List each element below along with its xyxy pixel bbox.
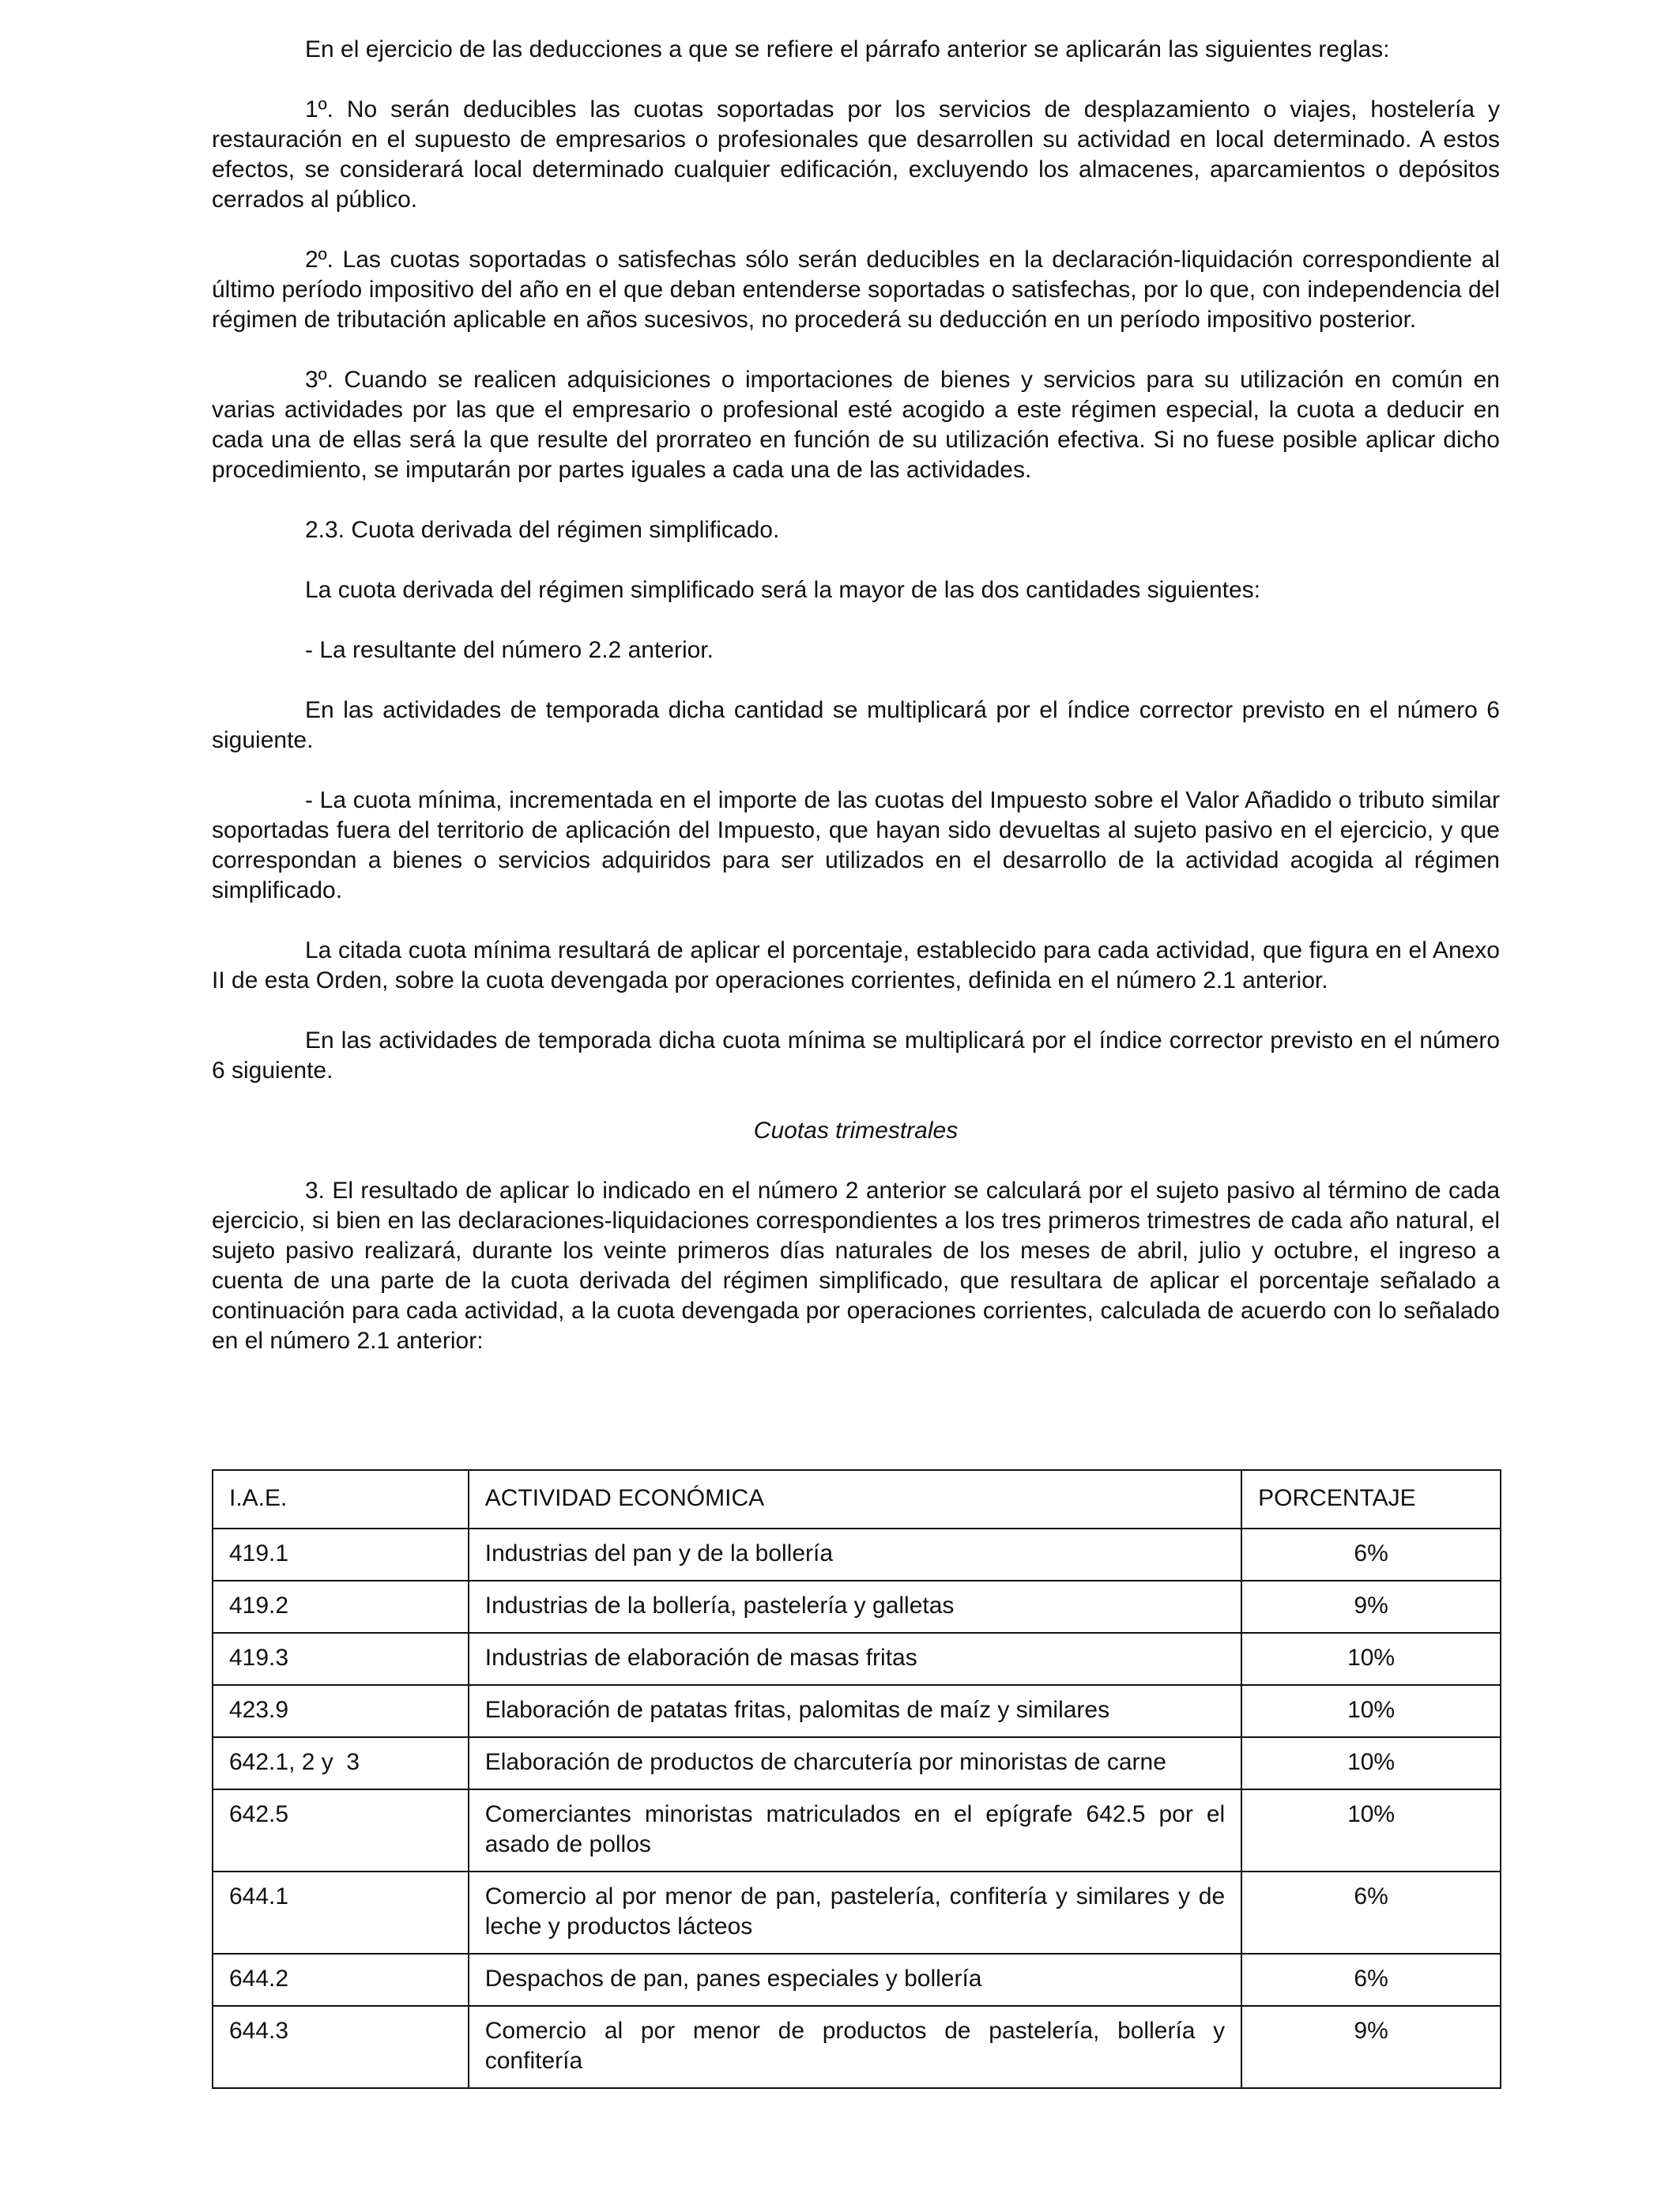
cell-iae: 419.2 — [213, 1581, 469, 1633]
cell-actividad: Industrias de la bollería, pastelería y galletas — [469, 1581, 1241, 1633]
cell-iae: 419.3 — [213, 1633, 469, 1685]
cell-porcentaje: 9% — [1241, 1581, 1501, 1633]
paragraph-temporada-cantidad: En las actividades de temporada dicha cantidad se multiplicará por el índice corrector previsto en el número 6 siguiente. — [212, 697, 1500, 753]
paragraph-resultante: - La resultante del número 2.2 anterior. — [305, 637, 714, 663]
heading-cuotas-trimestrales: Cuotas trimestrales — [753, 1118, 959, 1144]
table-header-row — [213, 1470, 1501, 1529]
iae-percentage-table — [212, 1469, 1501, 2089]
cell-iae: 419.1 — [213, 1529, 469, 1581]
cell-porcentaje: 10% — [1241, 1737, 1501, 1789]
cell-iae: 423.9 — [213, 1685, 469, 1737]
cell-actividad: Industrias del pan y de la bollería — [469, 1529, 1241, 1581]
cell-iae: 644.2 — [213, 1954, 469, 2006]
paragraph-cuota-minima-porcentaje: La citada cuota mínima resultará de aplicar el porcentaje, establecido para cada actividad, que figura en el Anexo II de esta Orden, sobre la cuota devengada por operaciones corrientes, definida en el número 2.1 anterior. — [212, 937, 1500, 993]
cell-porcentaje: 10% — [1241, 1633, 1501, 1685]
header-iae: I.A.E. — [213, 1470, 469, 1529]
cell-actividad: Comercio al por menor de pan, pastelería, confitería y similares y de leche y productos lácteos — [469, 1872, 1241, 1954]
table-row — [213, 1633, 1501, 1685]
paragraph-rule-1: 1º. No serán deducibles las cuotas soportadas por los servicios de desplazamiento o viajes, hostelería y restauración en el supuesto de empresarios o profesionales que desarrollen su actividad en local determinado. A estos efectos, se considerará local determinado cualquier edificación, excluyendo los almacenes, aparcamientos o depósitos cerrados al público. — [212, 96, 1500, 213]
cell-actividad: Industrias de elaboración de masas fritas — [469, 1633, 1241, 1685]
header-porcentaje: PORCENTAJE — [1241, 1470, 1501, 1529]
cell-porcentaje: 6% — [1241, 1529, 1501, 1581]
cell-porcentaje: 9% — [1241, 2006, 1501, 2088]
cell-iae: 644.1 — [213, 1872, 469, 1954]
cell-actividad: Elaboración de patatas fritas, palomitas de maíz y similares — [469, 1685, 1241, 1737]
cell-porcentaje: 10% — [1241, 1685, 1501, 1737]
paragraph-cuota-derivada: La cuota derivada del régimen simplificado será la mayor de las dos cantidades siguientes: — [305, 577, 1261, 603]
table-row — [213, 2006, 1501, 2088]
table-row — [213, 1789, 1501, 1872]
document-page — [212, 35, 1500, 1356]
paragraph-temporada-cuota-minima: En las actividades de temporada dicha cuota mínima se multiplicará por el índice corrector previsto en el número 6 siguiente. — [212, 1027, 1500, 1084]
table-row — [213, 1581, 1501, 1633]
cell-iae: 642.1, 2 y 3 — [213, 1737, 469, 1789]
paragraph-rule-2: 2º. Las cuotas soportadas o satisfechas sólo serán deducibles en la declaración-liquidación correspondiente al último período impositivo del año en el que deban entenderse soportadas o satisfechas, por lo que, con independencia del régimen de tributación aplicable en años sucesivos, no procederá su deducción en un período impositivo posterior. — [212, 247, 1500, 333]
cell-actividad: Elaboración de productos de charcutería por minoristas de carne — [469, 1737, 1241, 1789]
cell-porcentaje: 6% — [1241, 1954, 1501, 2006]
table-row — [213, 1737, 1501, 1789]
cell-porcentaje: 6% — [1241, 1872, 1501, 1954]
table-row — [213, 1872, 1501, 1954]
paragraph-cuota-minima: - La cuota mínima, incrementada en el importe de las cuotas del Impuesto sobre el Valor Añadido o tributo similar soportadas fuera del territorio de aplicación del Impuesto, que hayan sido devueltas al sujeto pasivo en el ejercicio, y que correspondan a bienes o servicios adquiridos para ser utilizados en el desarrollo de la actividad acogida al régimen simplificado. — [212, 787, 1500, 903]
section-heading-2-3: 2.3. Cuota derivada del régimen simplificado. — [305, 517, 780, 543]
table-row — [213, 1529, 1501, 1581]
paragraph-cuotas-trimestrales: 3. El resultado de aplicar lo indicado en el número 2 anterior se calculará por el sujeto pasivo al término de cada ejercicio, si bien en las declaraciones-liquidaciones correspondientes a los tres primeros trimestres de cada año natural, el sujeto pasivo realizará, durante los veinte primeros días naturales de los meses de abril, julio y octubre, el ingreso a cuenta de una parte de la cuota derivada del régimen simplificado, que resultara de aplicar el porcentaje señalado a continuación para cada actividad, a la cuota devengada por operaciones corrientes, calculada de acuerdo con lo señalado en el número 2.1 anterior: — [212, 1178, 1500, 1354]
paragraph-rule-3: 3º. Cuando se realicen adquisiciones o importaciones de bienes y servicios para su utilización en común en varias actividades por las que el empresario o profesional esté acogido a este régimen especial, la cuota a deducir en cada una de ellas será la que resulte del prorrateo en función de su utilización efectiva. Si no fuese posible aplicar dicho procedimiento, se imputarán por partes iguales a cada una de las actividades. — [212, 367, 1500, 483]
cell-porcentaje: 10% — [1241, 1789, 1501, 1872]
cell-iae: 642.5 — [213, 1789, 469, 1872]
table-row — [213, 1954, 1501, 2006]
cell-actividad: Comerciantes minoristas matriculados en el epígrafe 642.5 por el asado de pollos — [469, 1789, 1241, 1872]
table-row — [213, 1685, 1501, 1737]
paragraph-rules-intro: En el ejercicio de las deducciones a que se refiere el párrafo anterior se aplicarán las siguientes reglas: — [305, 36, 1390, 62]
header-actividad: ACTIVIDAD ECONÓMICA — [469, 1470, 1241, 1529]
cell-actividad: Comercio al por menor de productos de pastelería, bollería y confitería — [469, 2006, 1241, 2088]
cell-iae: 644.3 — [213, 2006, 469, 2088]
cell-actividad: Despachos de pan, panes especiales y bollería — [469, 1954, 1241, 2006]
